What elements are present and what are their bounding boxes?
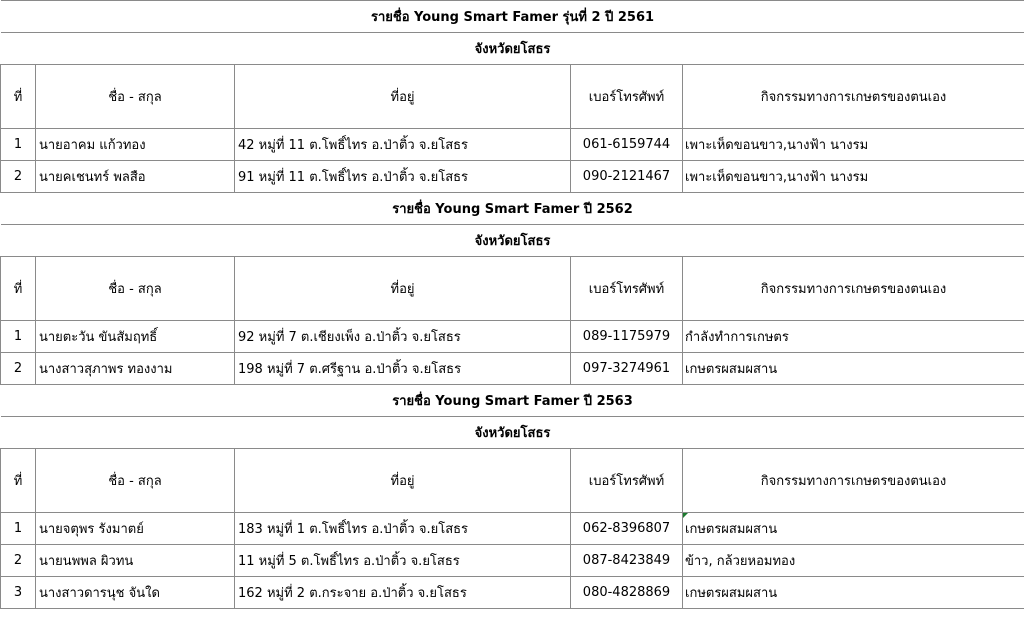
- cell-address[interactable]: 91 หมู่ที่ 11 ต.โพธิ์ไทร อ.ป่าติ้ว จ.ยโสธร: [235, 161, 571, 193]
- cell-address[interactable]: 11 หมู่ที่ 5 ต.โพธิ์ไทร อ.ป่าติ้ว จ.ยโสธร: [235, 545, 571, 577]
- cell-activity[interactable]: ข้าว, กล้วยหอมทอง: [683, 545, 1024, 577]
- cell-phone[interactable]: 080-4828869: [571, 577, 683, 609]
- col-header-name: ชื่อ - สกุล: [36, 65, 235, 129]
- col-header-name: ชื่อ - สกุล: [36, 449, 235, 513]
- table-row: [1, 129, 1024, 161]
- section-title: รายชื่อ Young Smart Famer ปี 2563: [1, 385, 1024, 417]
- cell-phone[interactable]: 090-2121467: [571, 161, 683, 193]
- cell-phone[interactable]: 062-8396807: [571, 513, 683, 545]
- cell-address[interactable]: 162 หมู่ที่ 2 ต.กระจาย อ.ป่าติ้ว จ.ยโสธร: [235, 577, 571, 609]
- cell-address[interactable]: 92 หมู่ที่ 7 ต.เชียงเพ็ง อ.ป่าติ้ว จ.ยโสธร: [235, 321, 571, 353]
- cell-activity[interactable]: เพาะเห็ดขอนขาว,นางฟ้า นางรม: [683, 129, 1024, 161]
- col-header-address: ที่อยู่: [235, 449, 571, 513]
- table-row: [1, 577, 1024, 609]
- col-header-phone: เบอร์โทรศัพท์: [571, 65, 683, 129]
- section-title: รายชื่อ Young Smart Famer รุ่นที่ 2 ปี 2561: [1, 1, 1024, 33]
- col-header-address: ที่อยู่: [235, 65, 571, 129]
- table-row: [1, 513, 1024, 545]
- header-row: [1, 449, 1024, 513]
- col-header-name: ชื่อ - สกุล: [36, 257, 235, 321]
- table-row: [1, 353, 1024, 385]
- province-row: [1, 225, 1024, 257]
- cell-name[interactable]: นางสาวดารนุช จันใด: [36, 577, 235, 609]
- cell-activity[interactable]: เกษตรผสมผสาน: [683, 577, 1024, 609]
- cell-no[interactable]: 1: [1, 321, 36, 353]
- cell-name[interactable]: นายคเชนทร์ พลสือ: [36, 161, 235, 193]
- col-header-phone: เบอร์โทรศัพท์: [571, 257, 683, 321]
- cell-no[interactable]: 1: [1, 129, 36, 161]
- cell-address[interactable]: 198 หมู่ที่ 7 ต.ศรีฐาน อ.ป่าติ้ว จ.ยโสธร: [235, 353, 571, 385]
- cell-phone[interactable]: 061-6159744: [571, 129, 683, 161]
- col-header-no: ที่: [1, 257, 36, 321]
- cell-name[interactable]: นายจตุพร รังมาตย์: [36, 513, 235, 545]
- col-header-address: ที่อยู่: [235, 257, 571, 321]
- cell-no[interactable]: 2: [1, 545, 36, 577]
- province-label: จังหวัดยโสธร: [1, 33, 1024, 65]
- province-row: [1, 417, 1024, 449]
- section-title-row: [1, 1, 1024, 33]
- cell-phone[interactable]: 097-3274961: [571, 353, 683, 385]
- col-header-activity: กิจกรรมทางการเกษตรของตนเอง: [683, 257, 1024, 321]
- col-header-phone: เบอร์โทรศัพท์: [571, 449, 683, 513]
- cell-name[interactable]: นายนพพล ผิวทน: [36, 545, 235, 577]
- cell-activity[interactable]: เกษตรผสมผสาน: [683, 353, 1024, 385]
- cell-phone[interactable]: 089-1175979: [571, 321, 683, 353]
- section-title-row: [1, 385, 1024, 417]
- cell-activity[interactable]: กำลังทำการเกษตร: [683, 321, 1024, 353]
- section-title-row: [1, 193, 1024, 225]
- province-label: จังหวัดยโสธร: [1, 417, 1024, 449]
- cell-no[interactable]: 3: [1, 577, 36, 609]
- cell-address[interactable]: 183 หมู่ที่ 1 ต.โพธิ์ไทร อ.ป่าติ้ว จ.ยโสธร: [235, 513, 571, 545]
- header-row: [1, 257, 1024, 321]
- province-label: จังหวัดยโสธร: [1, 225, 1024, 257]
- cell-activity[interactable]: เพาะเห็ดขอนขาว,นางฟ้า นางรม: [683, 161, 1024, 193]
- col-header-no: ที่: [1, 449, 36, 513]
- table-row: [1, 161, 1024, 193]
- cell-no[interactable]: 2: [1, 353, 36, 385]
- table-row: [1, 545, 1024, 577]
- header-row: [1, 65, 1024, 129]
- cell-name[interactable]: นายอาคม แก้วทอง: [36, 129, 235, 161]
- cell-name[interactable]: นางสาวสุภาพร ทองงาม: [36, 353, 235, 385]
- col-header-activity: กิจกรรมทางการเกษตรของตนเอง: [683, 449, 1024, 513]
- cell-phone[interactable]: 087-8423849: [571, 545, 683, 577]
- col-header-activity: กิจกรรมทางการเกษตรของตนเอง: [683, 65, 1024, 129]
- province-row: [1, 33, 1024, 65]
- cell-no[interactable]: 1: [1, 513, 36, 545]
- cell-activity[interactable]: เกษตรผสมผสาน: [683, 513, 1024, 545]
- section-title: รายชื่อ Young Smart Famer ปี 2562: [1, 193, 1024, 225]
- col-header-no: ที่: [1, 65, 36, 129]
- cell-no[interactable]: 2: [1, 161, 36, 193]
- cell-address[interactable]: 42 หมู่ที่ 11 ต.โพธิ์ไทร อ.ป่าติ้ว จ.ยโสธร: [235, 129, 571, 161]
- cell-name[interactable]: นายตะวัน ขันสัมฤทธิ์: [36, 321, 235, 353]
- table-row: [1, 321, 1024, 353]
